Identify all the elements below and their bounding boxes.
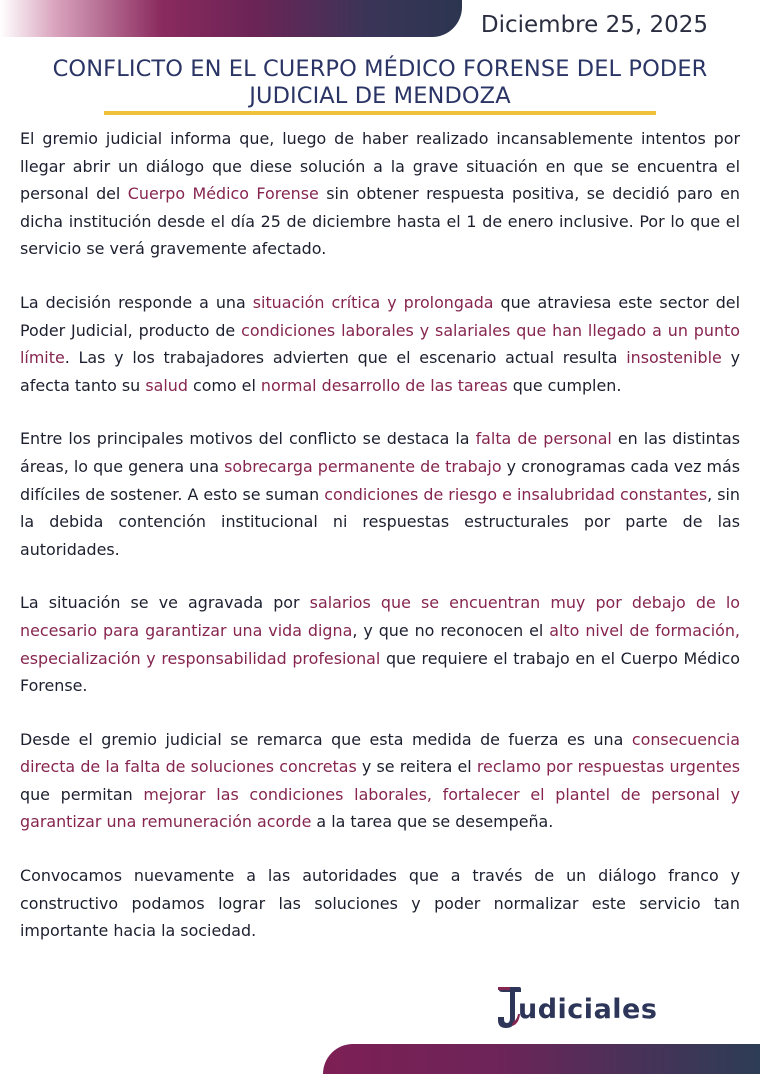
body-text: que requiere el trabajo en el Cuerpo Médico Forense. — [20, 648, 740, 696]
highlighted-text: Cuerpo Médico Forense — [127, 184, 319, 204]
body-text: . Las y los trabajadores advierten que el escenario actual resulta — [64, 348, 627, 368]
paragraph-4 — [20, 589, 740, 699]
document-title — [30, 56, 730, 110]
title-underline — [104, 111, 656, 115]
body-text: La situación se ve agravada por — [20, 593, 310, 613]
body-text: que permitan — [20, 784, 144, 804]
body-text: La decisión responde a una — [20, 292, 253, 312]
highlighted-text: condiciones de riesgo e insalubridad constantes — [324, 484, 708, 504]
body-text: en las distintas áreas, lo que genera una — [20, 429, 740, 476]
document-date: Diciembre 25, 2025 — [480, 12, 708, 38]
highlighted-text: salarios que se encuentran muy por debajo de lo necesario para garantizar una vida digna — [20, 593, 740, 640]
body-text: y afecta tanto su — [20, 348, 740, 395]
paragraph-3 — [20, 425, 740, 563]
highlighted-text: alto nivel de formación, especialización y responsabilidad profesional — [20, 620, 740, 668]
title-line-1: CONFLICTO EN EL CUERPO MÉDICO FORENSE DEL PODER — [52, 56, 708, 82]
highlighted-text: normal desarrollo de las tareas — [260, 375, 508, 395]
title-line-2: JUDICIAL DE MENDOZA — [249, 83, 511, 109]
highlighted-text: salud — [145, 375, 188, 395]
body-text: Desde el gremio judicial se remarca que esta medida de fuerza es una — [20, 729, 632, 749]
body-text: que cumplen. — [507, 375, 622, 395]
body-text: y se reitera el — [356, 757, 477, 777]
body-text: , y que no reconocen el — [352, 620, 550, 640]
bottom-gradient-band — [323, 1044, 760, 1074]
body-text: sin obtener respuesta positiva, se decidió paro en dicha institución desde el día 25 de diciembre hasta el 1 de enero inclusive. Por lo que el servicio se verá gravemente afectado. — [20, 184, 740, 259]
logo-wordmark: udiciales — [518, 994, 658, 1025]
top-gradient-band — [0, 0, 462, 37]
body-text: como el — [187, 375, 261, 395]
body-text: El gremio judicial informa que, luego de haber realizado incansablemente intentos por llegar abrir un diálogo que diese solución a la grave situación en que se encuentra el personal del — [20, 129, 740, 204]
highlighted-text: reclamo por respuestas urgentes — [476, 757, 741, 777]
highlighted-text: consecuencia directa de la falta de soluciones concretas — [20, 729, 740, 777]
body-text: Convocamos nuevamente a las autoridades que a través de un diálogo franco y constructivo podamos lograr las soluciones y poder normalizar este servicio tan importante hacia la sociedad. — [20, 866, 740, 941]
highlighted-text: condiciones laborales y salariales que han llegado a un punto límite — [20, 320, 740, 368]
body-text: Entre los principales motivos del conflicto se destaca la — [20, 429, 476, 449]
highlighted-text: situación crítica y prolongada — [252, 292, 494, 312]
highlighted-text: insostenible — [626, 348, 722, 368]
judiciales-logo — [496, 984, 656, 1032]
paragraph-2 — [20, 289, 740, 399]
body-text: , sin la debida contención institucional ni respuestas estructurales por parte de las autoridades. — [20, 484, 741, 559]
highlighted-text: mejorar las condiciones laborales, fortalecer el plantel de personal y garantizar una remuneración acorde — [20, 784, 740, 832]
body-text: y cronogramas cada vez más difíciles de sostener. A esto se suman — [20, 456, 740, 504]
paragraph-5 — [20, 726, 740, 836]
document-body — [20, 125, 740, 971]
body-text: que atraviesa este sector del Poder Judicial, producto de — [20, 292, 740, 340]
highlighted-text: sobrecarga permanente de trabajo — [224, 456, 502, 476]
paragraph-1 — [20, 125, 740, 263]
highlighted-text: falta de personal — [475, 429, 612, 449]
paragraph-6 — [20, 862, 740, 945]
body-text: a la tarea que se desempeña. — [311, 812, 554, 832]
